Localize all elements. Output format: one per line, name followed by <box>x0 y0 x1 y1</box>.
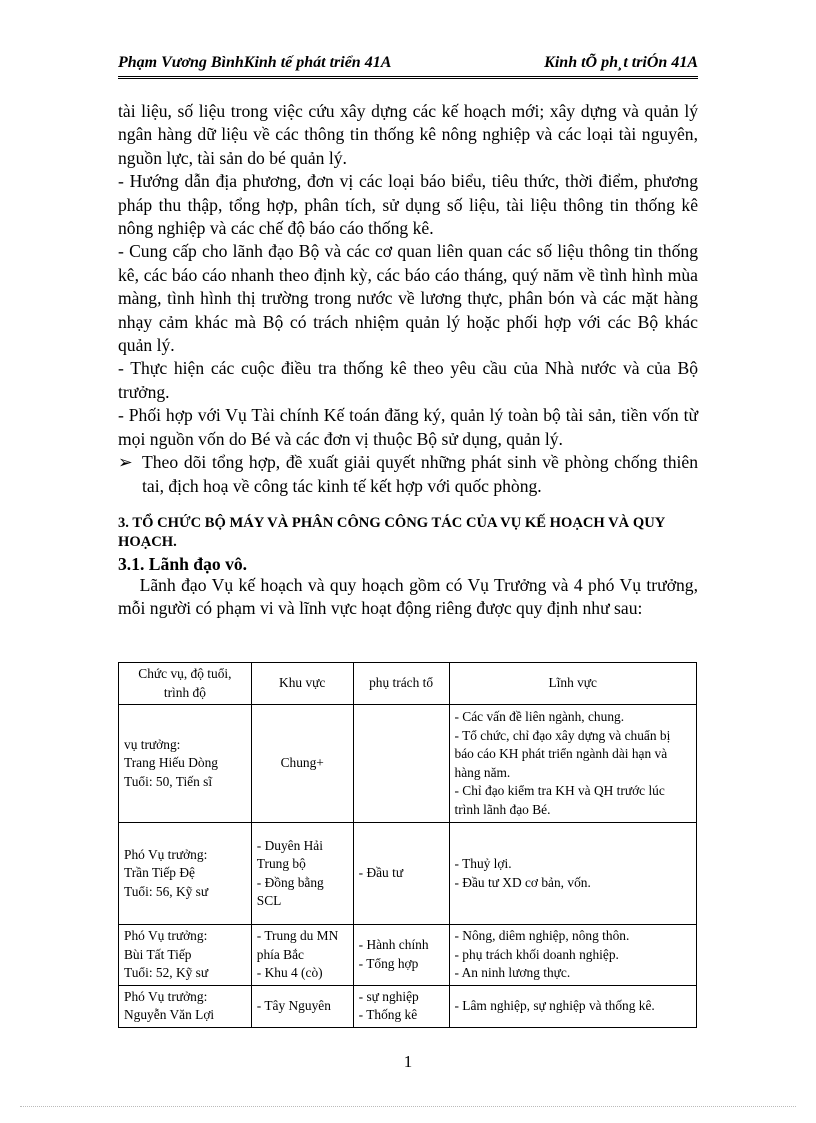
subsection-title: 3.1. Lãnh đạo vô. <box>118 554 248 574</box>
header-right-text: Kinh tÕ ph¸t triÓn 41A <box>544 54 698 71</box>
line: - Nông, diêm nghiệp, nông thôn. <box>454 928 630 943</box>
cell-position <box>119 985 252 1027</box>
line: - Tây Nguyên <box>256 997 331 1013</box>
leadership-table <box>118 662 697 1028</box>
page-header <box>118 52 698 76</box>
cell-team <box>353 705 449 823</box>
line: Tuổi: 50, Tiến sĩ <box>124 773 213 789</box>
line: Trần Tiếp Đệ <box>124 865 195 881</box>
line: Phó Vụ trưởng: <box>124 928 208 943</box>
header-team: phụ trách tổ <box>353 663 449 705</box>
header-divider <box>118 76 698 79</box>
cell-area <box>251 823 353 925</box>
arrow-bullet-icon: ➢ <box>118 452 133 473</box>
paragraph: - Cung cấp cho lãnh đạo Bộ và các cơ quan liên quan các số liệu thông tin thống kê, các báo cáo nhanh theo định kỳ, các báo cáo tháng, quý năm về tình hình mùa màng, tình hình thị trường trong nước về lương thực, phân bón và các mặt hàng nhạy cảm khác mà Bộ có trách nhiệm quản lý hoặc phối hợp với các Bộ khác quản lý. <box>118 241 698 356</box>
line: - Đầu tư <box>358 865 404 881</box>
paragraph: tài liệu, số liệu trong việc cứu xây dựng các kế hoạch mới; xây dựng và quản lý ngân hàng dữ liệu về các thông tin thống kê nông nghiệp và các loại tài nguyên, nguồn lực, tài sản do bé quản lý. <box>118 101 698 168</box>
cell-team <box>353 985 449 1027</box>
cell-field <box>449 925 697 986</box>
line: - Khu 4 (cò) <box>256 965 323 980</box>
cell-area <box>251 925 353 986</box>
paragraph: - Thực hiện các cuộc điều tra thống kê theo yêu cầu của Nhà nước và của Bộ trưởng. <box>118 358 698 402</box>
line: - Đồng bằng SCL <box>256 874 324 908</box>
line: - An ninh lương thực. <box>454 965 571 980</box>
table-row <box>119 925 697 986</box>
line: vụ trưởng: <box>124 736 181 752</box>
paragraph: - Phối hợp với Vụ Tài chính Kế toán đăng ký, quản lý toàn bộ tài sản, tiền vốn từ mọi nguồn vốn do Bé và các đơn vị thuộc Bộ sử dụng, quản lý. <box>118 405 698 449</box>
header-position: Chức vụ, độ tuổi, trình độ <box>119 663 252 705</box>
body-text <box>118 100 698 498</box>
page-number: 1 <box>403 1052 413 1071</box>
line: Chung+ <box>280 755 324 771</box>
section-title: 3. TỔ CHỨC BỘ MÁY VÀ PHÂN CÔNG CÔNG TÁC CỦA VỤ KẾ HOẠCH VÀ QUY HOẠCH. <box>118 515 665 550</box>
paragraph: - Hướng dẫn địa phương, đơn vị các loại báo biểu, tiêu thức, thời điểm, phương pháp thu thập, tổng hợp, phân tích, sử dụng số liệu, tài liệu thông tin thống kê nông nghiệp và các chế độ báo cáo thống kê. <box>118 171 698 239</box>
cell-field <box>449 985 697 1027</box>
line: - Thuỷ lợi. <box>454 856 512 871</box>
line: - Tổ chức, chỉ đạo xây dựng và chuẩn bị báo cáo KH phát triển ngành dài hạn và hàng năm. <box>454 727 671 780</box>
line: - Trung du MN phía Bắc <box>256 928 339 962</box>
cell-position <box>119 925 252 986</box>
cell-team <box>353 925 449 986</box>
table-header-row <box>119 663 697 705</box>
table-row <box>119 823 697 925</box>
page-bottom-divider <box>20 1106 796 1107</box>
line: - Các vấn đề liên ngành, chung. <box>454 709 625 724</box>
cell-team <box>353 823 449 925</box>
intro-paragraph <box>118 574 698 621</box>
line: Nguyễn Văn Lợi <box>124 1007 215 1022</box>
table-row <box>119 705 697 823</box>
line: Tuổi: 52, Kỹ sư <box>124 965 209 980</box>
line: Phó Vụ trưởng: <box>124 988 208 1004</box>
header-area: Khu vực <box>251 663 353 705</box>
arrow-bullet-text: Theo dõi tổng hợp, đề xuất giải quyết những phát sinh về phòng chống thiên tai, địch hoạ về công tác kinh tế kết hợp với quốc phòng. <box>142 452 698 496</box>
table-row <box>119 985 697 1027</box>
header-field: Lĩnh vực <box>449 663 697 705</box>
intro-text: Lãnh đạo Vụ kế hoạch và quy hoạch gồm có Vụ Trưởng và 4 phó Vụ trưởng, mỗi người có phạm vi và lĩnh vực hoạt động riêng được quy định như sau: <box>118 575 699 619</box>
cell-position <box>119 823 252 925</box>
line: - sự nghiệp <box>358 988 419 1004</box>
line: - Lâm nghiệp, sự nghiệp và thống kê. <box>454 997 655 1013</box>
cell-field <box>449 705 697 823</box>
cell-position <box>119 705 252 823</box>
line: - Chỉ đạo kiểm tra KH và QH trước lúc trình lãnh đạo Bé. <box>454 783 665 817</box>
line: Trang Hiếu Dòng <box>124 755 218 771</box>
line: - Tổng hợp <box>358 955 419 971</box>
line: - Hành chính <box>358 937 429 953</box>
line: - phụ trách khối doanh nghiệp. <box>454 946 619 962</box>
line: - Duyên Hải Trung bộ <box>256 837 323 871</box>
header-left-text: Phạm Vương BìnhKinh tế phát triển 41A <box>118 54 392 71</box>
line: Bùi Tất Tiếp <box>124 946 192 962</box>
cell-field <box>449 823 697 925</box>
line: - Đầu tư XD cơ bản, vốn. <box>454 874 591 890</box>
arrow-bullet-item <box>118 451 698 498</box>
cell-area <box>251 985 353 1027</box>
line: - Thống kê <box>358 1007 418 1022</box>
line: Phó Vụ trưởng: <box>124 846 208 862</box>
line: Tuổi: 56, Kỹ sư <box>124 883 209 899</box>
cell-area <box>251 705 353 823</box>
